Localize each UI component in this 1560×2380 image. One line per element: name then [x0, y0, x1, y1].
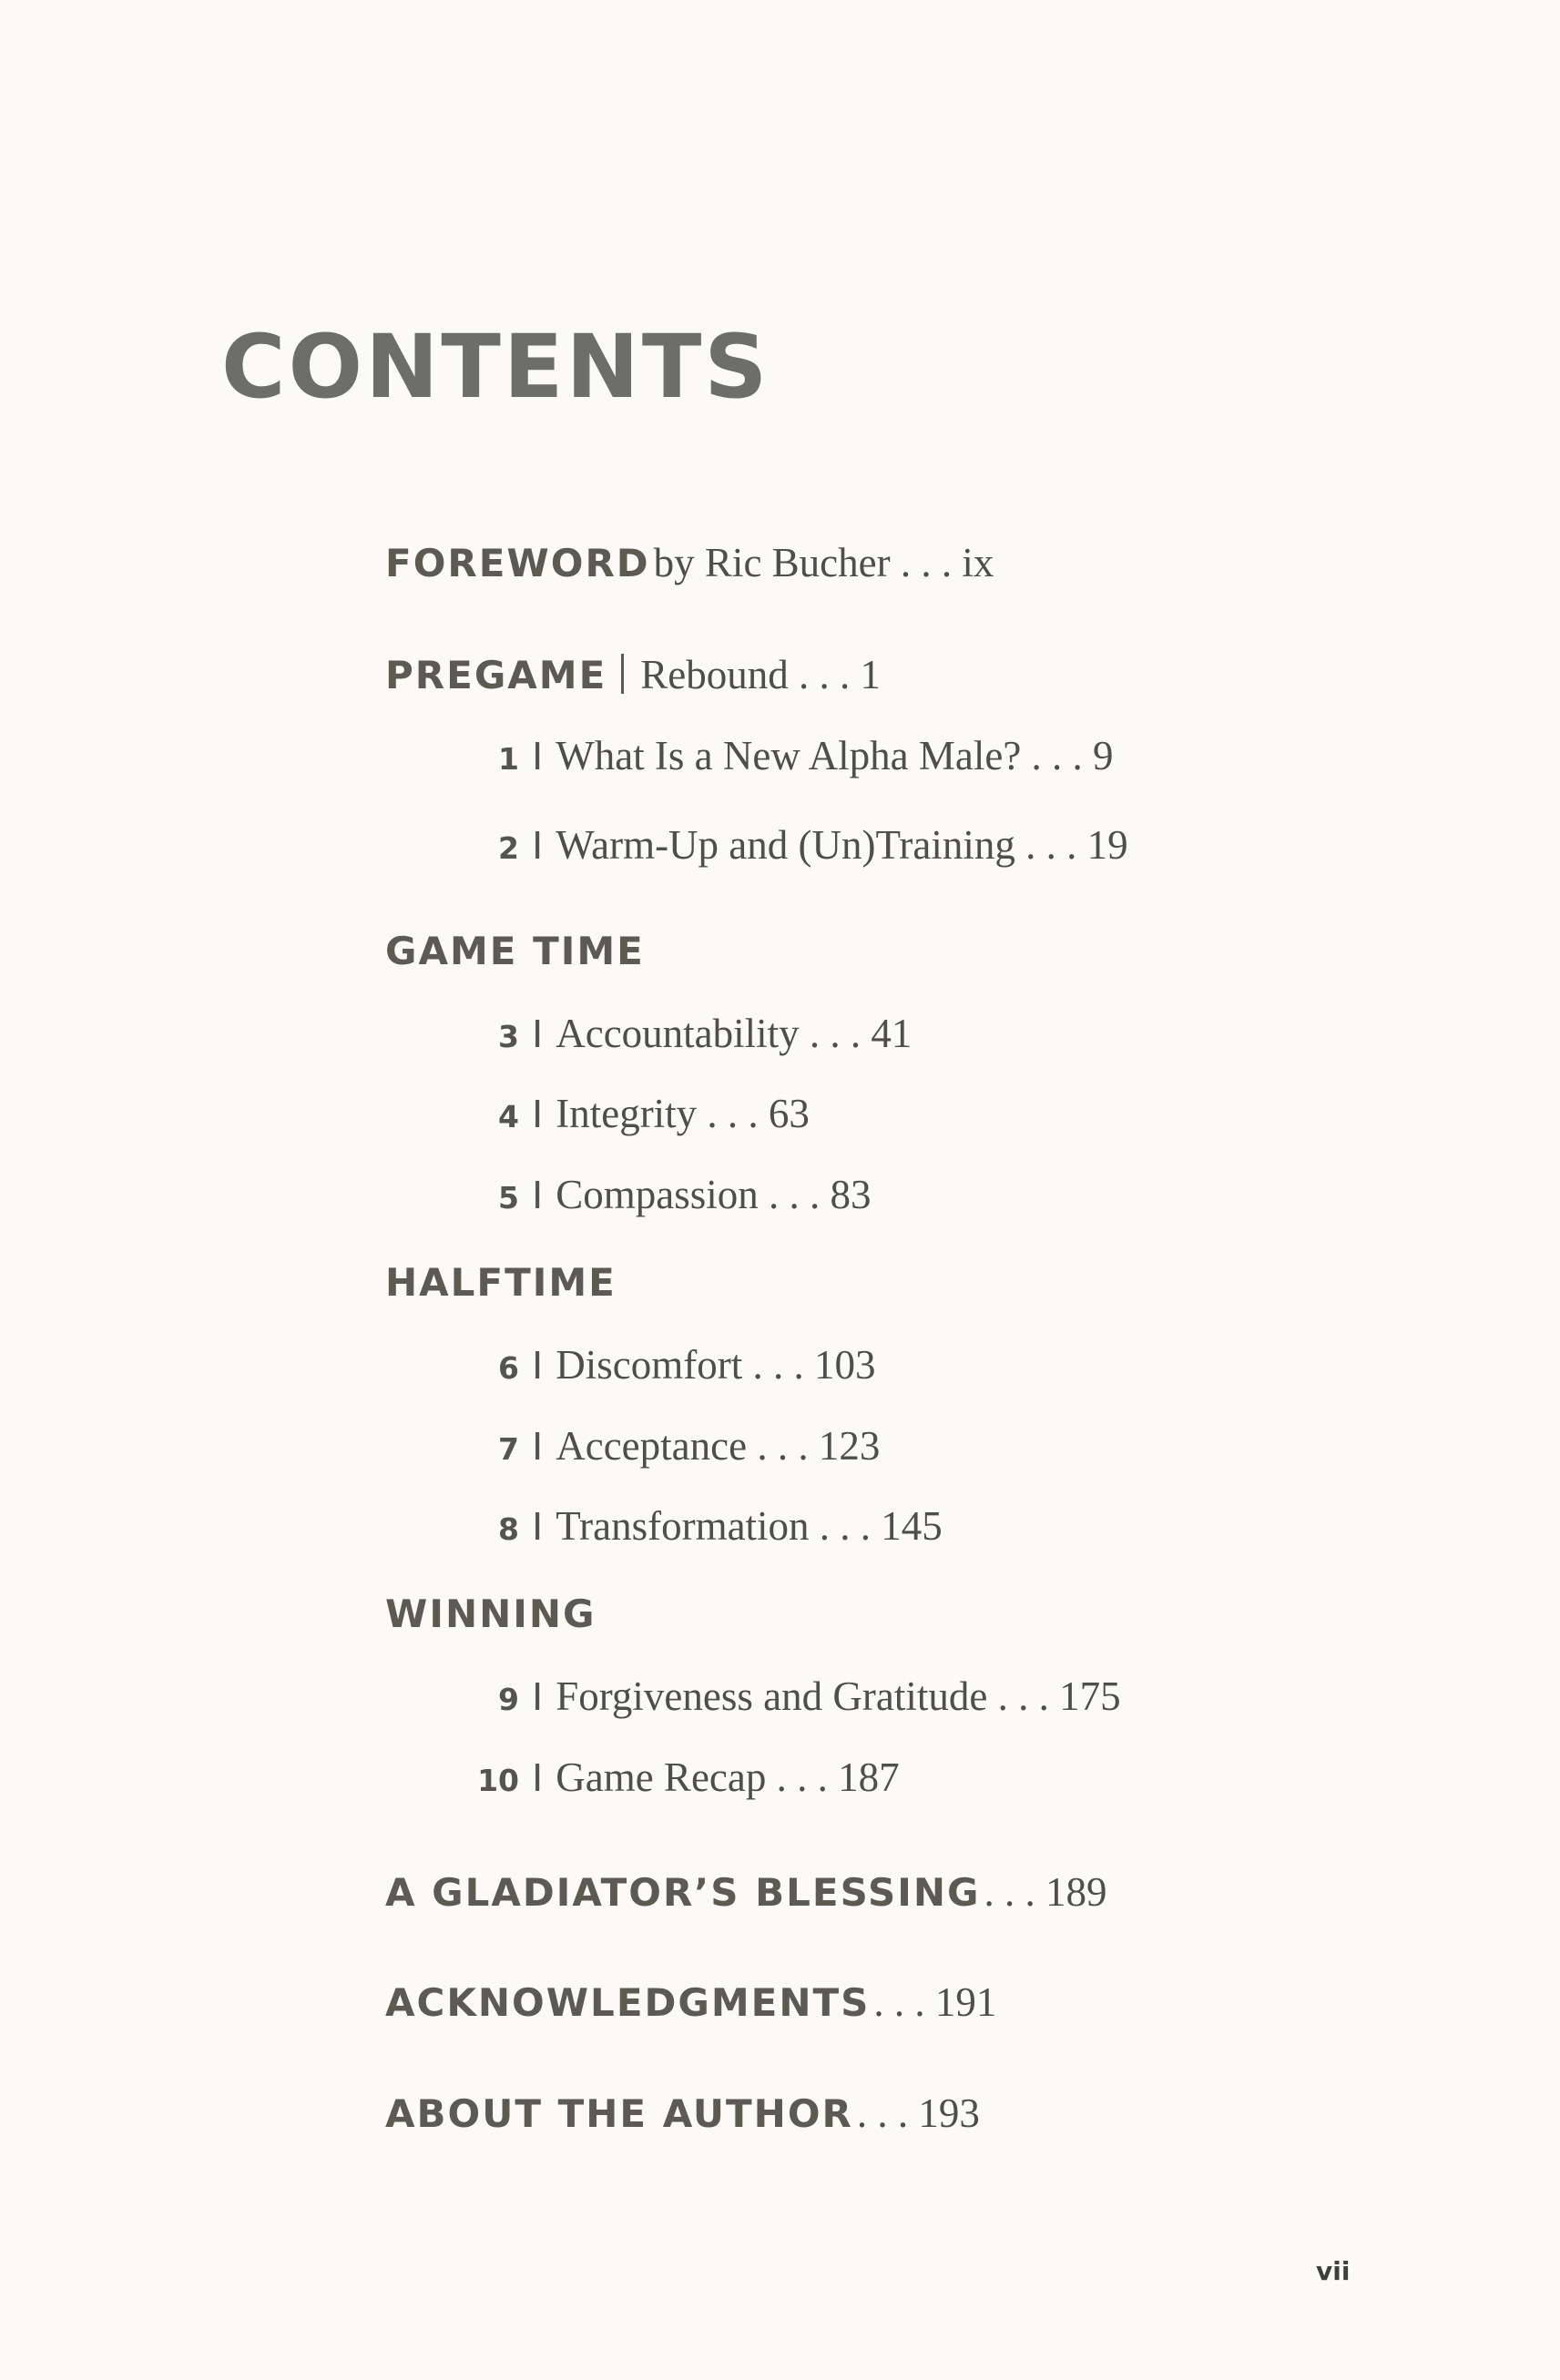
toc-entry-blessing — [385, 1869, 1107, 1915]
chapter-title: Game Recap . . . 187 — [556, 1754, 900, 1800]
toc-chapter-5 — [474, 1172, 872, 1217]
separator: I — [532, 1504, 544, 1549]
toc-chapter-3 — [474, 1013, 912, 1054]
section-label: ACKNOWLEDGMENTS — [385, 1980, 871, 2025]
page-title: CONTENTS — [221, 316, 770, 418]
section-label: GAME TIME — [385, 929, 645, 973]
toc-entry-foreword — [385, 540, 994, 585]
separator-bar — [621, 654, 624, 694]
chapter-number: 5 — [498, 1180, 519, 1215]
chapter-number: 3 — [498, 1019, 519, 1054]
chapter-title: What Is a New Alpha Male? . . . 9 — [556, 733, 1114, 778]
chapter-title: Acceptance . . . 123 — [556, 1423, 881, 1469]
section-label: PREGAME — [385, 653, 607, 697]
page-number: vii — [1316, 2256, 1351, 2286]
toc-chapter-6 — [474, 1342, 876, 1388]
section-label: ABOUT THE AUTHOR — [385, 2091, 853, 2136]
chapter-number: 2 — [498, 830, 519, 866]
separator: I — [532, 1424, 544, 1469]
chapter-number: 7 — [498, 1431, 519, 1467]
chapter-title: Discomfort . . . 103 — [556, 1342, 876, 1388]
entry-text: by Ric Bucher . . . ix — [653, 540, 994, 585]
toc-chapter-9 — [474, 1673, 1121, 1719]
toc-chapter-1 — [474, 733, 1114, 778]
chapter-number: 1 — [498, 741, 519, 777]
chapter-title: Integrity . . . 63 — [556, 1091, 810, 1136]
toc-chapter-8 — [474, 1503, 943, 1549]
entry-text: Rebound . . . 1 — [640, 652, 882, 697]
toc-chapter-10 — [474, 1754, 900, 1800]
chapter-number: 9 — [498, 1682, 519, 1717]
entry-text: . . . 191 — [873, 1979, 997, 2025]
toc-chapter-7 — [474, 1423, 881, 1469]
separator: I — [532, 1173, 544, 1217]
chapter-number: 4 — [498, 1099, 519, 1134]
chapter-number: 10 — [477, 1763, 519, 1798]
toc-entry-about-author — [385, 2090, 980, 2136]
chapter-title: Forgiveness and Gratitude . . . 175 — [556, 1673, 1121, 1719]
toc-section-game-time — [385, 929, 645, 973]
separator: I — [532, 823, 544, 868]
separator: I — [532, 734, 544, 778]
chapter-title: Compassion . . . 83 — [556, 1172, 872, 1217]
toc-chapter-4 — [474, 1093, 810, 1134]
toc-chapter-2 — [474, 822, 1128, 868]
toc-section-halftime — [385, 1260, 617, 1305]
chapter-title: Accountability . . . 41 — [556, 1011, 913, 1056]
section-label: A GLADIATOR’S BLESSING — [385, 1870, 981, 1915]
toc-entry-pregame — [385, 654, 881, 696]
entry-text: . . . 189 — [984, 1869, 1107, 1915]
separator: I — [532, 1092, 544, 1136]
chapter-title: Transformation . . . 145 — [556, 1503, 943, 1549]
separator: I — [532, 1674, 544, 1719]
chapter-number: 8 — [498, 1511, 519, 1547]
separator: I — [532, 1343, 544, 1388]
section-label: WINNING — [385, 1592, 596, 1636]
section-label: HALFTIME — [385, 1260, 617, 1305]
entry-text: . . . 193 — [856, 2090, 980, 2136]
separator: I — [532, 1755, 544, 1800]
separator: I — [532, 1012, 544, 1056]
toc-entry-acknowledgments — [385, 1979, 997, 2025]
chapter-number: 6 — [498, 1350, 519, 1386]
section-label: FOREWORD — [385, 541, 650, 585]
chapter-title: Warm-Up and (Un)Training . . . 19 — [556, 822, 1128, 868]
toc-section-winning — [385, 1592, 596, 1636]
